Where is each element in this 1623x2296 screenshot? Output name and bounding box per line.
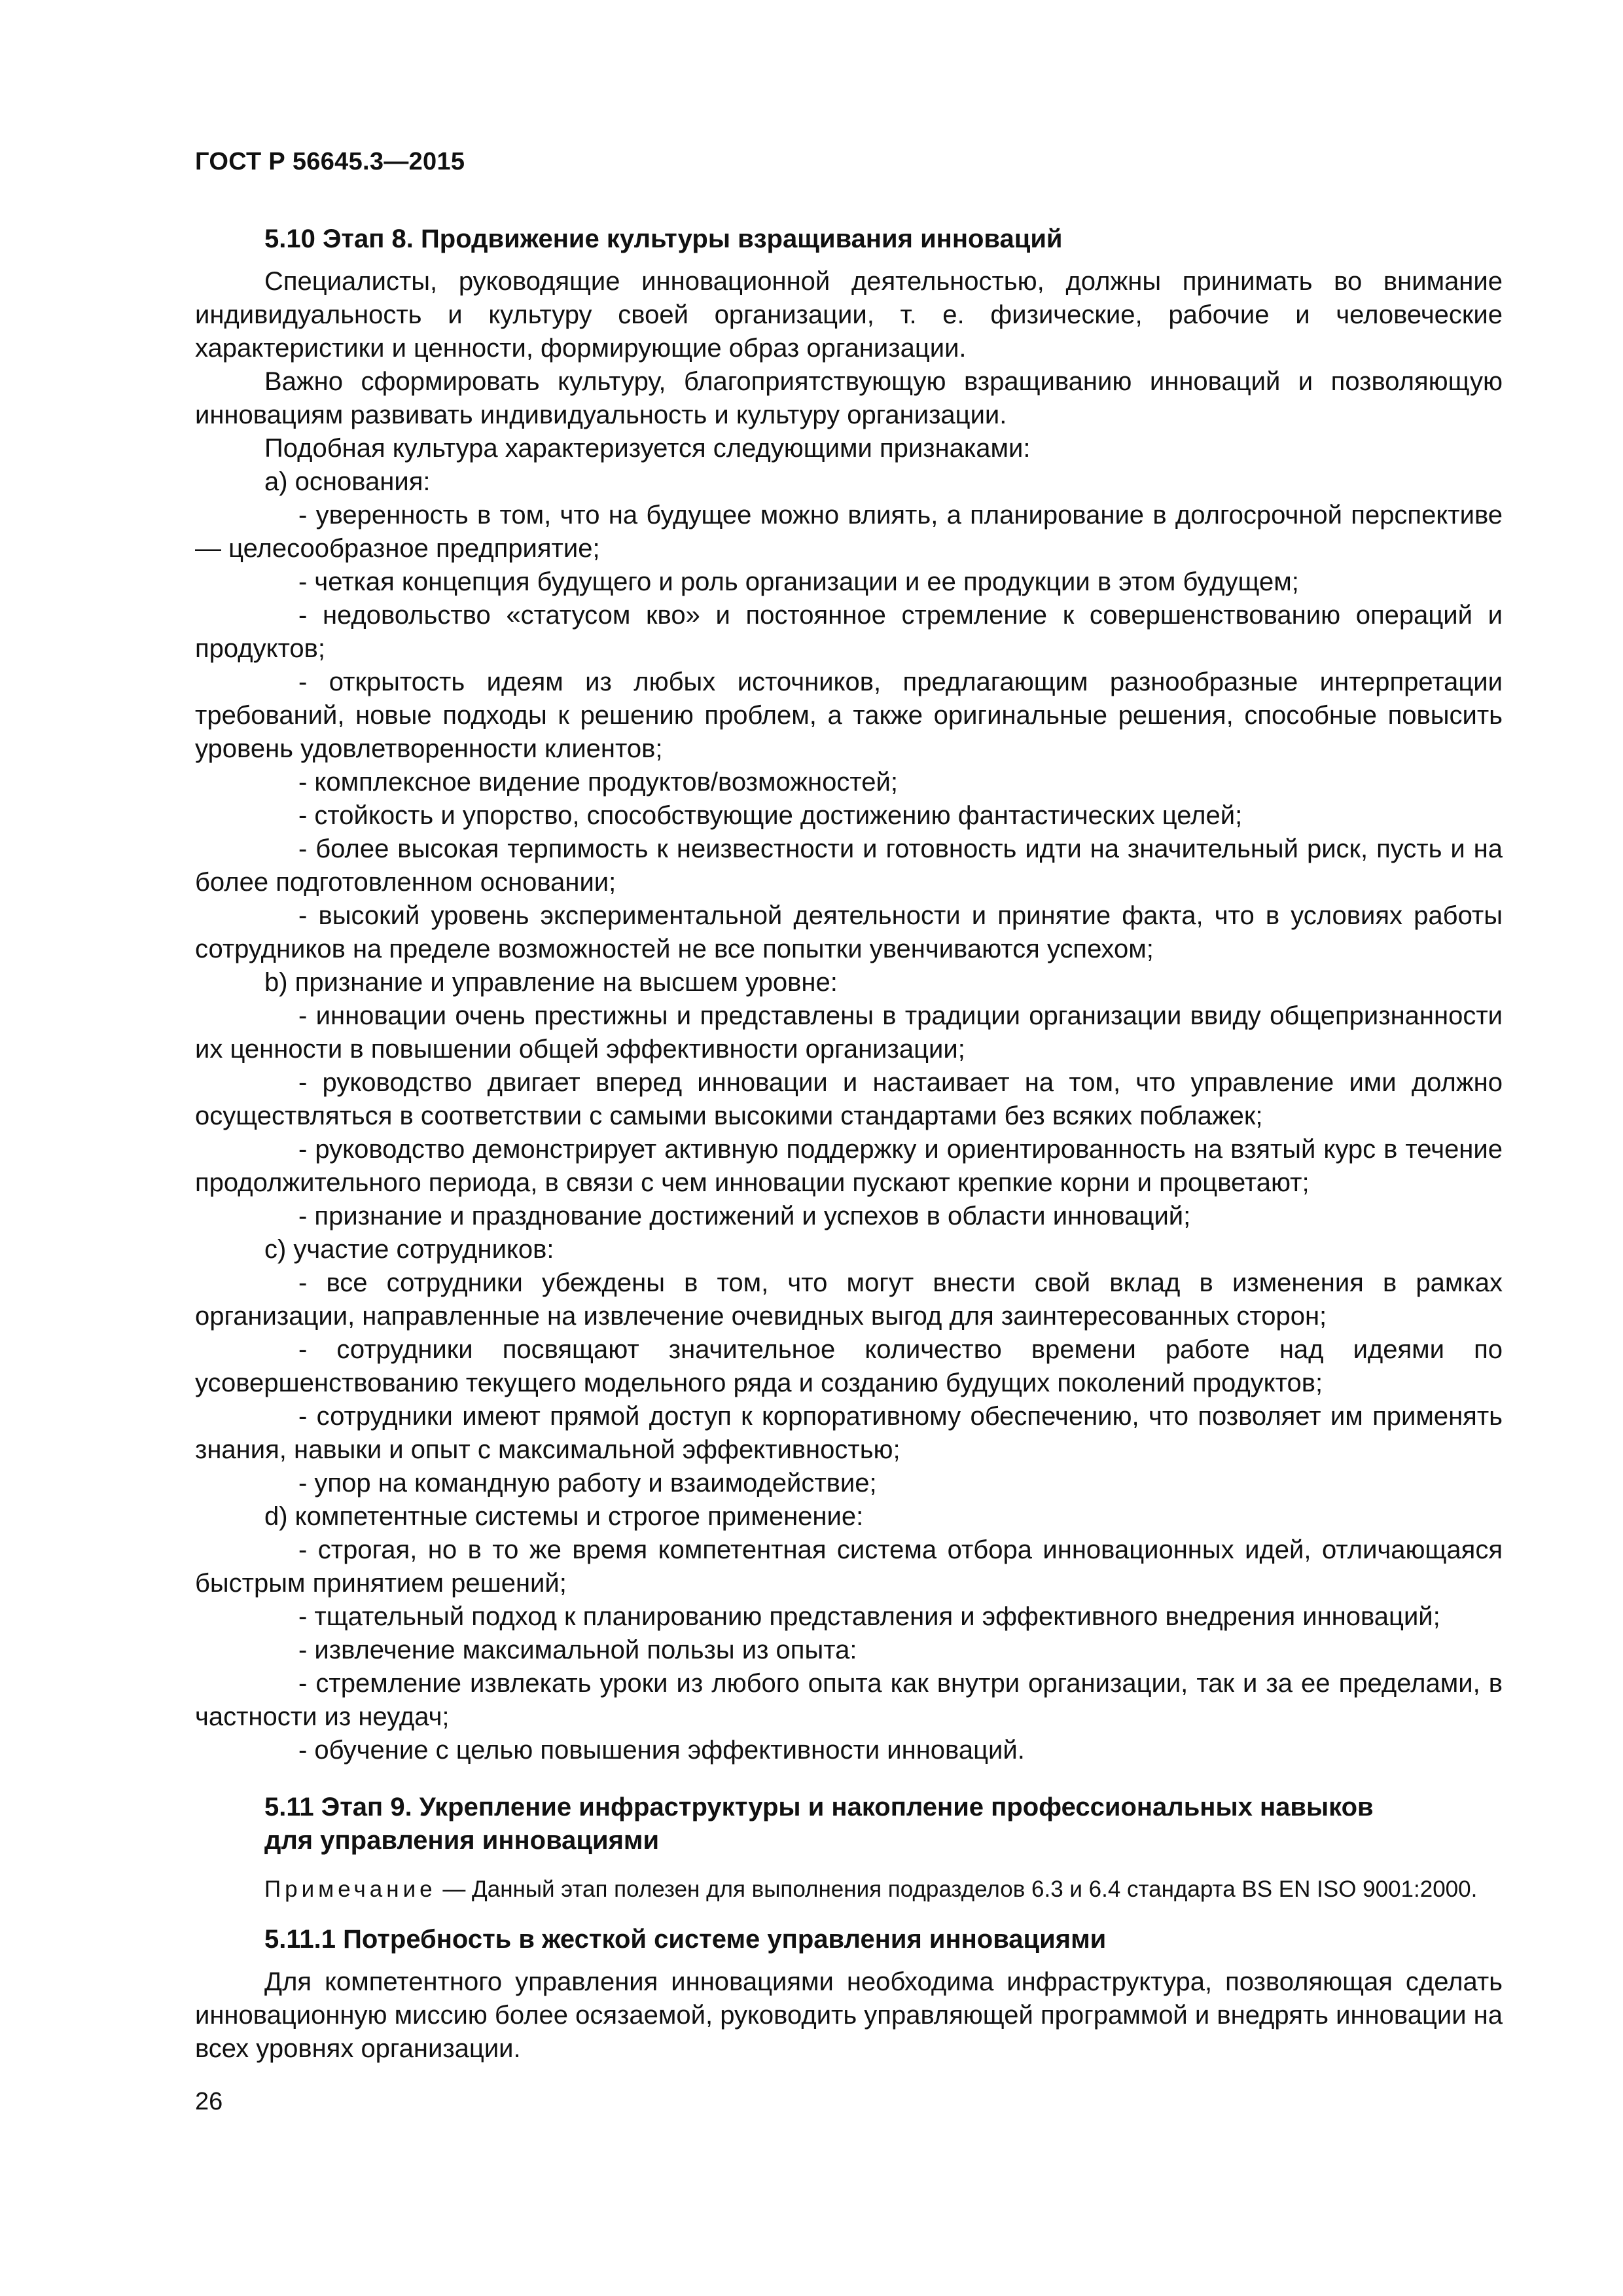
list-item: - более высокая терпимость к неизвестности и готовность идти на значительный риск, пусть и на более подготовленном основании;	[195, 834, 1503, 897]
note-label: Примечание	[264, 1876, 437, 1902]
list-group-label: c) участие сотрудников:	[264, 1235, 554, 1264]
document-body	[195, 223, 1503, 2066]
section-5-11-title-line2: для управления инновациями	[264, 1826, 660, 1855]
section-5-10-title: 5.10 Этап 8. Продвижение культуры взращивания инноваций	[264, 224, 1063, 253]
list-group-label: d) компетентные системы и строгое применение:	[264, 1502, 864, 1531]
section-5-11-title	[195, 1791, 1503, 1857]
list-item: - стойкость и упорство, способствующие достижению фантастических целей;	[298, 801, 1243, 830]
paragraph: Подобная культура характеризуется следующими признаками:	[264, 434, 1031, 463]
list-item: - высокий уровень экспериментальной деятельности и принятие факта, что в условиях работы сотрудников на пределе возможностей не все попытки увенчиваются успехом;	[195, 901, 1503, 963]
list-item: - четкая концепция будущего и роль организации и ее продукции в этом будущем;	[298, 567, 1299, 596]
note-text: — Данный этап полезен для выполнения подразделов 6.3 и 6.4 стандарта BS EN ISO 9001:2000.	[436, 1876, 1478, 1902]
list-item: - стремление извлекать уроки из любого опыта как внутри организации, так и за ее пределами, в частности из неудач;	[195, 1669, 1503, 1731]
paragraph: Для компетентного управления инновациями необходима инфраструктура, позволяющая сделать инновационную миссию более осязаемой, руководить управляющей программой и внедрять инновации на всех уровнях организации.	[195, 1967, 1503, 2063]
section-5-11-title-line1: 5.11 Этап 9. Укрепление инфраструктуры и накопление профессиональных навыков	[264, 1793, 1374, 1821]
list-item: - уверенность в том, что на будущее можно влиять, а планирование в долгосрочной перспективе — целесообразное предприятие;	[195, 501, 1503, 563]
paragraph: Специалисты, руководящие инновационной деятельностью, должны принимать во внимание индивидуальность и культуру своей организации, т. е. физические, рабочие и человеческие характеристики и ценности, формирующие образ организации.	[195, 267, 1503, 363]
document-header: ГОСТ Р 56645.3—2015	[195, 148, 465, 175]
list-item: - все сотрудники убеждены в том, что могут внести свой вклад в изменения в рамках организации, направленные на извлечение очевидных выгод для заинтересованных сторон;	[195, 1268, 1503, 1331]
list-item: - тщательный подход к планированию представления и эффективного внедрения инноваций;	[298, 1602, 1440, 1631]
page-number: 26	[195, 2088, 223, 2115]
list-item: - руководство демонстрирует активную поддержку и ориентированность на взятый курс в течение продолжительного периода, в связи с чем инновации пускают крепкие корни и процветают;	[195, 1135, 1503, 1197]
list-item: - открытость идеям из любых источников, предлагающим разнообразные интерпретации требований, новые подходы к решению проблем, а также оригинальные решения, способные повысить уровень удовлетворенности клиентов;	[195, 668, 1503, 763]
list-item: - упор на командную работу и взаимодействие;	[298, 1469, 877, 1498]
paragraph: Важно сформировать культуру, благоприятствующую взращиванию инноваций и позволяющую инновациям развивать индивидуальность и культуру организации.	[195, 367, 1503, 429]
list-group-label: b) признание и управление на высшем уровне:	[264, 968, 838, 997]
section-5-11-1-title: 5.11.1 Потребность в жесткой системе управления инновациями	[264, 1925, 1107, 1954]
list-item: - сотрудники имеют прямой доступ к корпоративному обеспечению, что позволяет им применять знания, навыки и опыт с максимальной эффективностью;	[195, 1402, 1503, 1464]
list-item: - сотрудники посвящают значительное количество времени работе над идеями по усовершенствованию текущего модельного ряда и созданию будущих поколений продуктов;	[195, 1335, 1503, 1397]
list-item: - комплексное видение продуктов/возможностей;	[298, 768, 898, 797]
list-item: - руководство двигает вперед инновации и настаивает на том, что управление ими должно осуществляться в соответствии с самыми высокими стандартами без всяких поблажек;	[195, 1068, 1503, 1130]
list-item: - строгая, но в то же время компетентная система отбора инновационных идей, отличающаяся быстрым принятием решений;	[195, 1535, 1503, 1598]
list-item: - инновации очень престижны и представлены в традиции организации ввиду общепризнанности их ценности в повышении общей эффективности организации;	[195, 1001, 1503, 1064]
list-group-label: а) основания:	[264, 467, 431, 496]
list-item: - обучение с целью повышения эффективности инноваций.	[298, 1736, 1025, 1765]
list-item: - извлечение максимальной пользы из опыта:	[298, 1636, 857, 1664]
note	[195, 1874, 1503, 1905]
list-item: - недовольство «статусом кво» и постоянное стремление к совершенствованию операций и продуктов;	[195, 601, 1503, 663]
list-item: - признание и празднование достижений и успехов в области инноваций;	[298, 1202, 1191, 1230]
